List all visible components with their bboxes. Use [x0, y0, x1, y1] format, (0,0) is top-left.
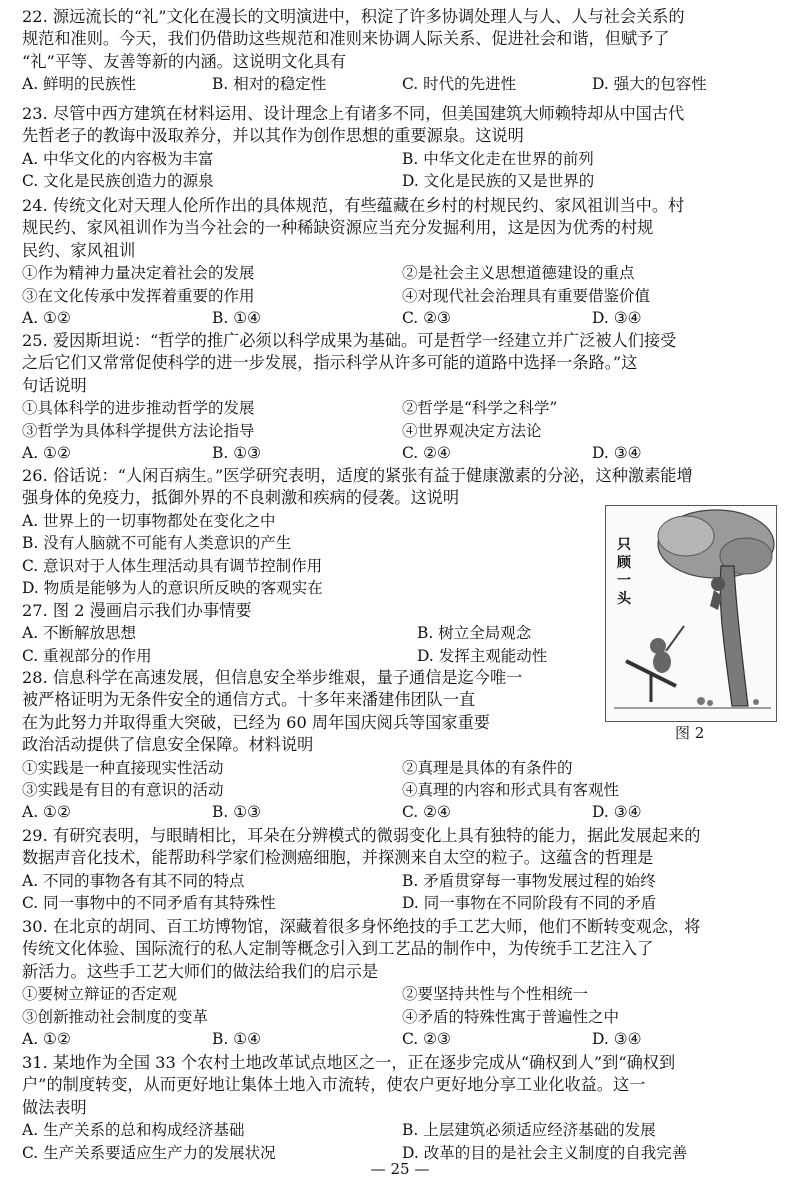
option-a: A. ①② — [22, 803, 71, 822]
cartoon-caption-vertical — [614, 536, 634, 608]
statement-4: ④对现代社会治理具有重要借鉴价值 — [402, 286, 651, 305]
question-23-options — [22, 148, 782, 193]
question-31 — [22, 1052, 782, 1164]
option-a: A. ①② — [22, 309, 71, 328]
option-b: B. 上层建筑必须适应经济基础的发展 — [402, 1121, 656, 1140]
option-b: B. 矛盾贯穿每一事物发展过程的始终 — [402, 871, 656, 890]
question-28-line-1: 28. 信息科学在高速发展，但信息安全举步维艰，量子通信是迄今唯一 — [22, 668, 523, 687]
option-b: B. 没有人脑就不可能有人类意识的产生 — [22, 534, 292, 553]
question-30 — [22, 916, 782, 1050]
option-a: A. 不断解放思想 — [22, 624, 137, 643]
question-29 — [22, 825, 782, 915]
question-24-options — [22, 307, 782, 329]
question-30-statements — [22, 983, 782, 1028]
question-28-line-2: 被严格证明为无条件安全的通信方式。十多年来潘建伟团队一直 — [22, 690, 476, 710]
statement-4: ④世界观决定方法论 — [402, 421, 542, 440]
question-24-line-3: 民约、家风祖训 — [22, 240, 136, 260]
question-31-line-1: 31. 某地作为全国 33 个农村土地改革试点地区之一，正在逐步完成从“确权到人”到“确权到 — [22, 1053, 676, 1072]
question-25-line-1: 25. 爱因斯坦说：“哲学的推广必须以科学成果为基础。可是哲学一经建立并广泛被人们接受 — [22, 331, 677, 350]
question-29-line-1: 29. 有研究表明，与眼睛相比，耳朵在分辨模式的微弱变化上具有独特的能力，据此发展起来的 — [22, 826, 701, 845]
question-25-statements — [22, 397, 782, 442]
option-d: D. ③④ — [592, 309, 642, 328]
option-c: C. 文化是民族创造力的源泉 — [22, 172, 214, 191]
question-30-line-3: 新活力。这些手工艺大师们的做法给我们的启示是 — [22, 961, 379, 981]
question-29-line-2: 数据声音化技术，能帮助科学家们检测癌细胞，并探测来自太空的粒子。这蕴含的哲理是 — [22, 848, 654, 868]
option-d: D. ③④ — [592, 444, 642, 463]
cartoon-char-1: 只 — [617, 537, 631, 553]
question-24-statements — [22, 262, 782, 307]
option-a: A. 中华文化的内容极为丰富 — [22, 149, 214, 168]
question-28-statements — [22, 757, 782, 802]
statement-1: ①要树立辩证的否定观 — [22, 985, 178, 1004]
question-31-line-3: 做法表明 — [22, 1097, 87, 1117]
option-b: B. ①④ — [212, 1030, 262, 1049]
footer-dash-left: — — [370, 1160, 386, 1178]
question-22 — [22, 6, 782, 96]
question-24-line-1: 24. 传统文化对天理人伦所作出的具体规范，有些蕴藏在乡村的村规民约、家风祖训当中。村 — [22, 196, 685, 215]
figure-caption: 图 2 — [675, 724, 705, 742]
option-d: D. ③④ — [592, 803, 642, 822]
question-24 — [22, 195, 782, 329]
option-c: C. 时代的先进性 — [402, 75, 517, 94]
question-27 — [22, 600, 592, 667]
question-23-line-2: 先哲老子的教诲中汲取养分，并以其作为创作思想的重要源泉。这说明 — [22, 126, 524, 146]
statement-3: ③创新推动社会制度的变革 — [22, 1007, 209, 1026]
option-c: C. ②④ — [402, 444, 451, 463]
option-b: B. 相对的稳定性 — [212, 75, 327, 94]
question-27-options — [22, 622, 592, 667]
question-31-options — [22, 1119, 782, 1164]
statement-3: ③在文化传承中发挥着重要的作用 — [22, 286, 255, 305]
option-b: B. 中华文化走在世界的前列 — [402, 149, 594, 168]
option-a: A. ①② — [22, 1030, 71, 1049]
question-25-options — [22, 442, 782, 464]
question-25 — [22, 330, 782, 464]
question-23-line-1: 23. 尽管中西方建筑在材料运用、设计理念上有诸多不同，但美国建筑大师赖特却从中国古代 — [22, 104, 685, 123]
option-d: D. 物质是能够为人的意识所反映的客观实在 — [22, 579, 323, 598]
question-30-options — [22, 1028, 782, 1050]
statement-3: ③实践是有目的有意识的活动 — [22, 781, 224, 800]
statement-1: ①具体科学的进步推动哲学的发展 — [22, 399, 255, 418]
question-28-line-4: 政治活动提供了信息安全保障。材料说明 — [22, 735, 314, 755]
cartoon-char-2: 顾 — [617, 555, 631, 571]
question-23 — [22, 103, 782, 193]
option-b: B. ①④ — [212, 309, 262, 328]
statement-3: ③哲学为具体科学提供方法论指导 — [22, 421, 255, 440]
question-28-line-3: 在为此努力并取得重大突破，已经为 60 周年国庆阅兵等国家重要 — [22, 712, 490, 732]
question-25-line-3: 句话说明 — [22, 375, 87, 395]
option-a: A. 不同的事物各有其不同的特点 — [22, 871, 245, 890]
option-c: C. 重视部分的作用 — [22, 646, 152, 665]
question-30-line-2: 传统文化体验、国际流行的私人定制等概念引入到工艺品的制作中，为传统手工艺注入了 — [22, 939, 654, 959]
question-22-line-1: 22. 源远流长的“礼”文化在漫长的文明演进中，积淀了许多协调处理人与人、人与社会关系的 — [22, 7, 685, 26]
option-d: D. ③④ — [592, 1030, 642, 1049]
option-c: C. 意识对于人体生理活动具有调节控制作用 — [22, 556, 323, 575]
statement-2: ②哲学是“科学之科学” — [402, 399, 558, 418]
question-26-line-1: 26. 俗话说：“人闲百病生。”医学研究表明，适度的紧张有益于健康激素的分泌，这种激素能增 — [22, 466, 693, 485]
question-24-line-2: 规民约、家风祖训作为当今社会的一种稀缺资源应当充分发掘利用，这是因为优秀的村规 — [22, 218, 654, 238]
question-28-options — [22, 801, 782, 823]
option-c: C. ②③ — [402, 1030, 451, 1049]
statement-2: ②是社会主义思想道德建设的重点 — [402, 264, 635, 283]
option-c: C. 生产关系要适应生产力的发展状况 — [22, 1143, 276, 1162]
option-a: A. ①② — [22, 444, 71, 463]
option-d: D. 发挥主观能动性 — [417, 646, 548, 665]
option-b: B. 树立全局观念 — [417, 624, 532, 643]
footer-dash-right: — — [414, 1160, 430, 1178]
question-31-line-2: 户”的制度转变，从而更好地让集体土地入市流转，使农户更好地分享工业化收益。这一 — [22, 1075, 646, 1095]
question-25-line-2: 之后它们又常常促使科学的进一步发展，指示科学从许多可能的道路中选择一条路。”这 — [22, 353, 638, 373]
option-c: C. ②③ — [402, 309, 451, 328]
question-26-line-2: 强身体的免疫力，抵御外界的不良刺激和疾病的侵袭。这说明 — [22, 488, 460, 508]
question-30-line-1: 30. 在北京的胡同、百工坊博物馆，深藏着很多身怀绝技的手工艺大师，他们不断转变观念，将 — [22, 917, 701, 936]
question-22-line-2: 规范和准则。今天，我们仍借助这些规范和准则来协调人际关系、促进社会和谐，但赋予了 — [22, 29, 670, 49]
option-d: D. 强大的包容性 — [592, 75, 707, 94]
option-c: C. ②④ — [402, 803, 451, 822]
page-footer — [0, 1160, 800, 1178]
option-b: B. ①③ — [212, 803, 262, 822]
statement-2: ②真理是具体的有条件的 — [402, 758, 573, 777]
option-a: A. 鲜明的民族性 — [22, 75, 137, 94]
statement-4: ④真理的内容和形式具有客观性 — [402, 781, 620, 800]
page-number: 25 — [390, 1160, 410, 1178]
option-d: D. 改革的目的是社会主义制度的自我完善 — [402, 1143, 688, 1162]
statement-1: ①实践是一种直接现实性活动 — [22, 758, 224, 777]
question-29-options — [22, 870, 782, 915]
option-d: D. 同一事物在不同阶段有不同的矛盾 — [402, 894, 657, 913]
question-22-options — [22, 73, 782, 95]
statement-2: ②要坚持共性与个性相统一 — [402, 985, 589, 1004]
statement-1: ①作为精神力量决定着社会的发展 — [22, 264, 255, 283]
option-a: A. 生产关系的总和构成经济基础 — [22, 1121, 245, 1140]
question-22-line-3: “礼”平等、友善等新的内涵。这说明文化具有 — [22, 51, 347, 71]
cartoon-char-3: 一 — [617, 573, 631, 589]
cartoon-char-4: 头 — [617, 591, 631, 607]
statement-4: ④矛盾的特殊性寓于普遍性之中 — [402, 1007, 620, 1026]
cartoon-figure — [605, 505, 777, 722]
question-27-line-1: 27. 图 2 漫画启示我们办事情要 — [22, 601, 252, 620]
option-d: D. 文化是民族的又是世界的 — [402, 172, 595, 191]
question-26-options — [22, 510, 592, 600]
option-c: C. 同一事物中的不同矛盾有其特殊性 — [22, 894, 276, 913]
option-b: B. ①③ — [212, 444, 262, 463]
option-a: A. 世界上的一切事物都处在变化之中 — [22, 511, 276, 530]
